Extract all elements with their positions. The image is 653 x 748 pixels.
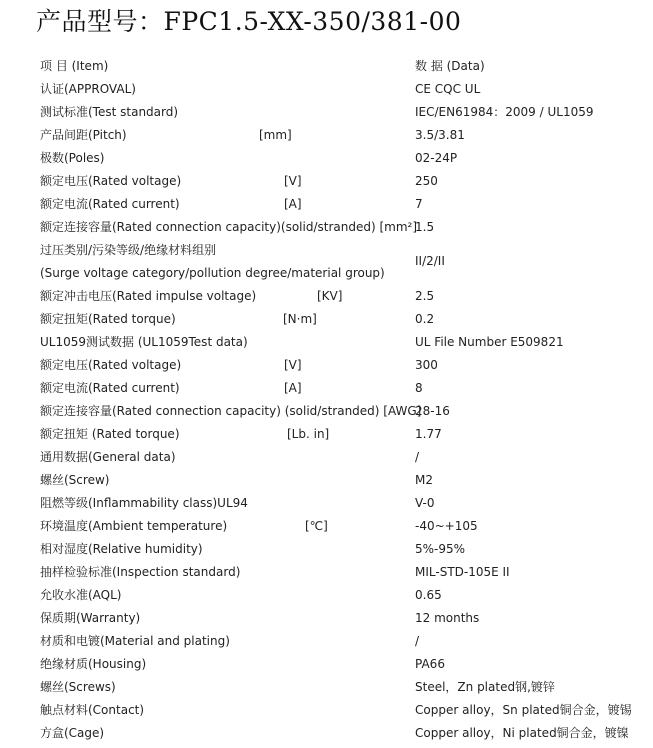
table-row: [0, 515, 653, 538]
row-label: 额定连接容量(Rated connection capacity) (solid/stranded) [AWG]: [40, 404, 422, 418]
table-row: [0, 377, 653, 400]
row-value: V-0: [415, 496, 435, 510]
table-row: [0, 239, 653, 285]
row-value: UL File Number E509821: [415, 335, 564, 349]
row-label: 允收水准(AQL): [40, 588, 122, 602]
row-label: 材质和电镀(Material and plating): [40, 634, 230, 648]
row-value: 5%-95%: [415, 542, 466, 556]
row-value: 1.5: [415, 220, 435, 234]
row-label: 相对湿度(Relative humidity): [40, 542, 203, 556]
row-unit: [V]: [284, 174, 302, 188]
row-label: 额定冲击电压(Rated impulse voltage): [40, 289, 257, 303]
row-value: IEC/EN61984：2009 / UL1059: [415, 105, 594, 119]
column-header-data: 数 据 (Data): [415, 59, 485, 73]
row-value: M2: [415, 473, 433, 487]
row-value: 250: [415, 174, 438, 188]
table-row: [0, 400, 653, 423]
row-value: /: [415, 450, 420, 464]
row-value: 02-24P: [415, 151, 458, 165]
row-label: 通用数据(General data): [40, 450, 176, 464]
table-row: [0, 699, 653, 722]
row-label: 阻燃等级(Inflammability class)UL94: [40, 496, 248, 510]
row-value: 0.65: [415, 588, 442, 602]
row-label: 触点材料(Contact): [40, 703, 145, 717]
table-row: [0, 423, 653, 446]
row-value: Copper alloy，Ni plated铜合金，镀镍: [415, 726, 629, 740]
row-unit: [KV]: [317, 289, 343, 303]
column-header-item: 项 目 (Item): [40, 59, 109, 73]
row-unit: [℃]: [305, 519, 328, 533]
row-label: 额定扭矩 (Rated torque): [40, 427, 180, 441]
table-row: [0, 630, 653, 653]
row-label: 方盒(Cage): [40, 726, 105, 740]
table-row: [0, 676, 653, 699]
row-value: CE CQC UL: [415, 82, 481, 96]
row-label: 测试标准(Test standard): [40, 105, 179, 119]
row-value: 7: [415, 197, 423, 211]
table-row: [0, 331, 653, 354]
row-label: 保质期(Warranty): [40, 611, 141, 625]
row-value: II/2/II: [415, 254, 445, 268]
table-row: [0, 216, 653, 239]
row-label-line-2: (Surge voltage category/pollution degree/material group): [40, 266, 385, 280]
table-row: [0, 147, 653, 170]
row-label: 额定电压(Rated voltage): [40, 174, 182, 188]
table-row: [0, 285, 653, 308]
row-label: UL1059测试数据 (UL1059Test data): [40, 335, 248, 349]
row-value: Steel，Zn plated钢,镀锌: [415, 680, 555, 694]
table-row: [0, 170, 653, 193]
table-row: [0, 354, 653, 377]
row-label: 螺丝(Screws): [40, 680, 116, 694]
row-value: PA66: [415, 657, 445, 671]
table-row: [0, 584, 653, 607]
row-label: 额定电流(Rated current): [40, 197, 180, 211]
table-row: [0, 561, 653, 584]
row-label: 额定电压(Rated voltage): [40, 358, 182, 372]
table-row: [0, 653, 653, 676]
row-label: 环境温度(Ambient temperature): [40, 519, 228, 533]
table-row: [0, 308, 653, 331]
row-value: 1.77: [415, 427, 442, 441]
row-value: MIL-STD-105E II: [415, 565, 510, 579]
table-row: [0, 538, 653, 561]
table-row: [0, 124, 653, 147]
row-label: 螺丝(Screw): [40, 473, 110, 487]
page-title: 产品型号：FPC1.5-XX-350/381-00: [36, 7, 462, 36]
row-value: 0.2: [415, 312, 435, 326]
row-label: 产品间距(Pitch): [40, 128, 127, 142]
table-row: [0, 193, 653, 216]
table-row: [0, 101, 653, 124]
row-value: 2.5: [415, 289, 435, 303]
row-unit: [A]: [284, 381, 302, 395]
row-unit: [A]: [284, 197, 302, 211]
row-value: 12 months: [415, 611, 480, 625]
row-unit: [V]: [284, 358, 302, 372]
row-value: Copper alloy，Sn plated铜合金，镀锡: [415, 703, 632, 717]
row-unit: [N·m]: [283, 312, 317, 326]
table-row: [0, 722, 653, 745]
row-value: 28-16: [415, 404, 450, 418]
row-label: 认证(APPROVAL): [40, 82, 136, 96]
table-row-header: [0, 55, 653, 78]
table-row: [0, 607, 653, 630]
row-label: 额定电流(Rated current): [40, 381, 180, 395]
row-label: 绝缘材质(Housing): [40, 657, 147, 671]
row-value: -40~+105: [415, 519, 478, 533]
row-label-line-1: 过压类别/污染等级/绝缘材料组别: [40, 243, 217, 257]
row-label: 极数(Poles): [40, 151, 105, 165]
row-unit: [mm]: [259, 128, 292, 142]
row-label: 抽样检验标准(Inspection standard): [40, 565, 241, 579]
table-row: [0, 492, 653, 515]
spec-table: [0, 55, 653, 745]
row-value: 8: [415, 381, 423, 395]
row-label: [40, 239, 385, 285]
row-label: 额定连接容量(Rated connection capacity)(solid/stranded) [mm²]: [40, 220, 418, 234]
row-label: 额定扭矩(Rated torque): [40, 312, 176, 326]
table-row: [0, 469, 653, 492]
row-value: 300: [415, 358, 438, 372]
row-unit: [Lb. in]: [287, 427, 330, 441]
row-value: 3.5/3.81: [415, 128, 465, 142]
row-value: /: [415, 634, 420, 648]
table-row: [0, 446, 653, 469]
table-row: [0, 78, 653, 101]
